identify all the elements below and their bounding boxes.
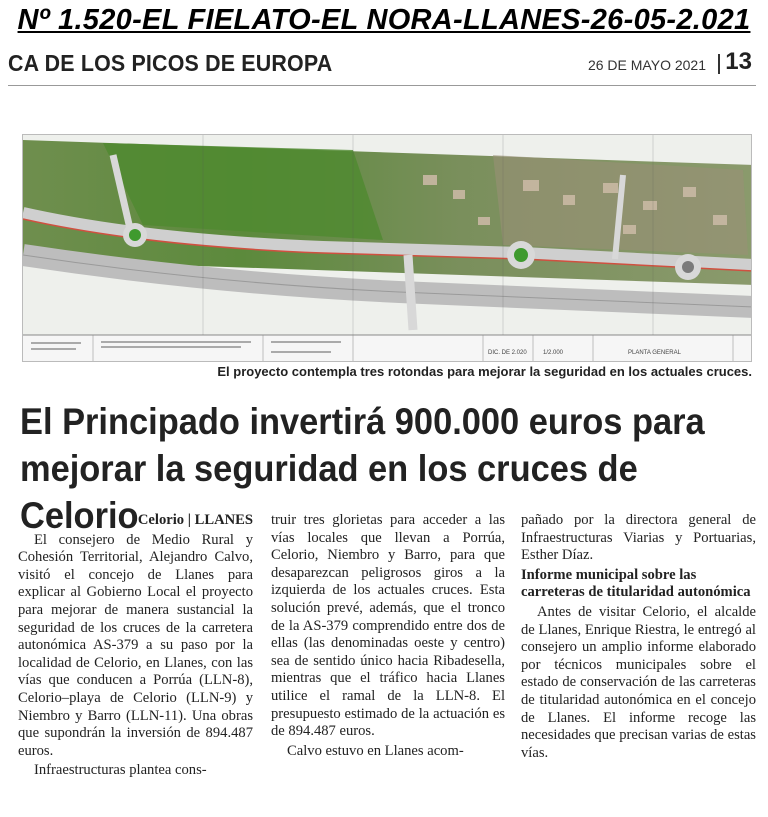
aerial-plan-image xyxy=(23,135,752,362)
aerial-photo xyxy=(22,134,752,362)
issue-date: 26 DE MAYO 2021 xyxy=(587,57,706,73)
section-name: CA DE LOS PICOS DE EUROPA xyxy=(8,50,333,76)
article-headline: El Principado invertirá 900.000 euros para mejorar la seguridad en los cruces de Celorio xyxy=(20,401,705,536)
article-paragraph: Antes de visitar Celorio, el alcalde de Llanes, Enrique Riestra, le entregó al consejero un amplio informe elaborado por técnicos municipales sobre el estado de conservación de las carreteras de titularidad autonómica en el concejo de Llanes. El informe recoge las necesidades que precisan varias de estas vías. xyxy=(521,603,756,761)
article-subhead: Informe municipal sobre las carreteras de titularidad autonómica xyxy=(521,566,751,601)
article-paragraph: pañado por la directora general de Infraestructuras Viarias y Portuarias, Esther Díaz. xyxy=(521,512,756,564)
archive-title: Nº 1.520-EL FIELATO-EL NORA-LLANES-26-05-2.021 xyxy=(17,4,751,36)
newspaper-header xyxy=(8,48,756,86)
article-byline: Celorio | LLANES xyxy=(137,512,253,528)
article-paragraph: Infraestructuras plantea cons- xyxy=(34,762,207,779)
article-paragraph: truir tres glorietas para acceder a las vías locales que llevan a Porrúa, Celorio, Niembro y Barro, para que desaparezcan peligrosos giros a la izquierda de los actuales cruces. Esta solución prevé, además, que el tronco de la AS-379 comprendido entre dos de ellas (las denominadas oeste y centro) sea de sentido único hacia Ribadesella, mientras que el tráfico hacia Llanes utilice el ramal de la LLN-8. El presupuesto estimado de la actuación es de 894.487 euros. xyxy=(271,512,505,740)
article-column-1 xyxy=(18,512,253,780)
article-column-2 xyxy=(271,512,505,760)
plan-date: DIC. DE 2.020 xyxy=(488,350,527,356)
plan-label: PLANTA GENERAL xyxy=(628,350,681,356)
article-column-3 xyxy=(521,512,756,762)
page-number: 13 xyxy=(725,48,752,75)
plan-scale: 1/2.000 xyxy=(543,350,564,356)
article-paragraph: El consejero de Medio Rural y Cohesión Territorial, Alejandro Calvo, visitó el concejo de Llanes para explicar al Gobierno Local el proyecto para mejorar de manera sustancial la seguridad de los cruces de la carretera autonómica AS-379 a su paso por la localidad de Celorio, en Llanes, con las vías que conducen a Porrúa (LLN-8), Celorio–playa de Celorio (LLN-9) y Niembro y Barro (LLN-11). Una obras que supondrán la inversión de 894.487 euros. xyxy=(18,531,253,759)
header-separator xyxy=(718,54,720,74)
article-paragraph: Calvo estuvo en Llanes acom- xyxy=(287,742,464,759)
photo-caption: El proyecto contempla tres rotondas para mejorar la seguridad en los actuales cruces. xyxy=(217,364,752,379)
